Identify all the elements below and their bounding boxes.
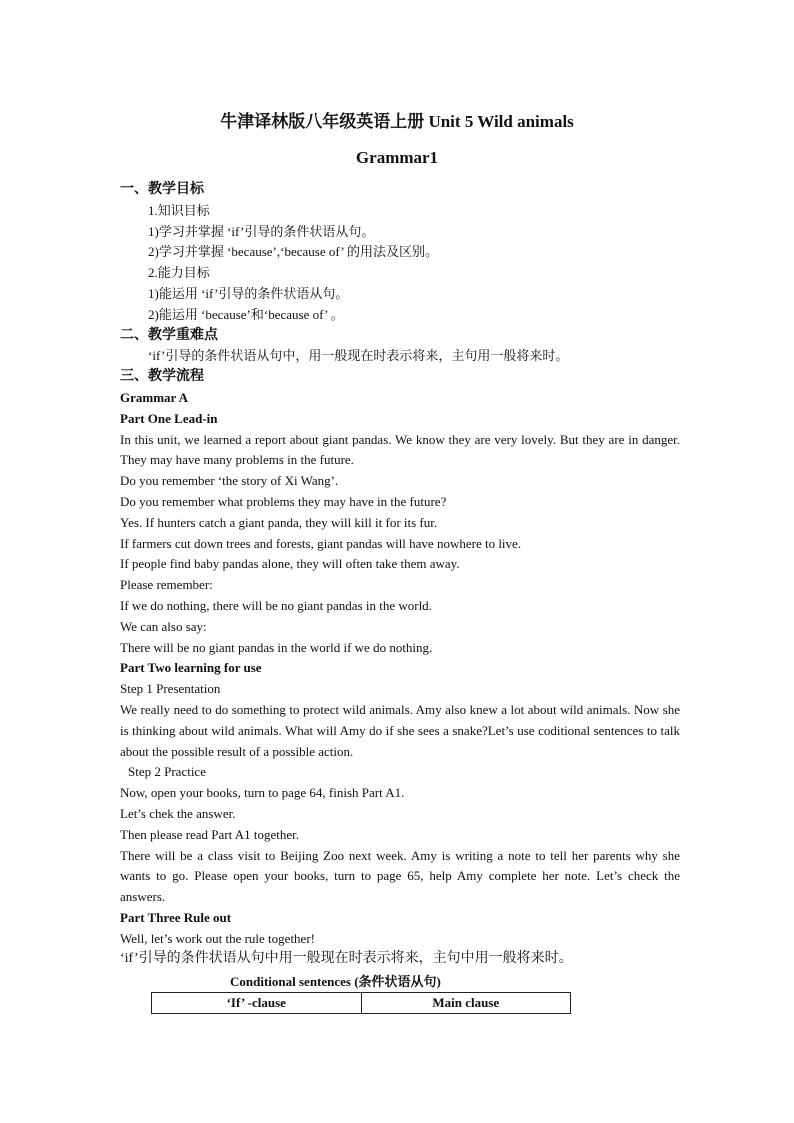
text-line: Let’s chek the answer. <box>120 805 236 821</box>
text-line: If we do nothing, there will be no giant pandas in the world. <box>120 597 432 613</box>
text-line: Yes. If hunters catch a giant panda, they will kill it for its fur. <box>120 514 438 530</box>
text-line: ‘if’引导的条件状语从句中，用一般现在时表示将来，主句用一般将来时。 <box>148 348 569 364</box>
text-line: In this unit, we learned a report about giant pandas. We know they are very lovely. But they are in danger. They may have many problems in the future. <box>120 431 680 468</box>
text-line: We can also say: <box>120 618 207 634</box>
text-line: 2)能运用 ‘because’和‘because of’ 。 <box>148 306 344 322</box>
document-title: 牛津译林版八年级英语上册 Unit 5 Wild animals <box>220 112 574 131</box>
text-line: Then please read Part A1 together. <box>120 826 300 842</box>
text-line: Do you remember what problems they may have in the future? <box>120 493 447 509</box>
text-line: Please remember: <box>120 577 213 593</box>
conditional-table <box>151 992 571 1014</box>
text-line: 2.能力目标 <box>148 265 210 281</box>
text-line: Part One Lead-in <box>120 410 218 426</box>
table-header-main-clause: Main clause <box>361 993 571 1014</box>
body-lines <box>120 180 680 970</box>
text-line: 二、教学重难点 <box>120 327 218 343</box>
text-line: Step 1 Presentation <box>120 681 221 697</box>
text-line: 一、教学目标 <box>120 182 204 197</box>
text-line: 1)能运用 ‘if’引导的条件状语从句。 <box>148 285 349 301</box>
text-line: 2)学习并掌握 ‘because’,‘because of’ 的用法及区别。 <box>148 244 439 260</box>
table-header-if-clause: ‘If’ -clause <box>152 993 362 1014</box>
text-line: We really need to do something to protect wild animals. Amy also knew a lot about wild animals. Now she is thinking about wild animals. What will Amy do if she sees a snake?Let’s use coditional sentences to talk about the possible result of a possible action. <box>120 701 680 759</box>
table-caption: Conditional sentences (条件状语从句) <box>230 974 441 990</box>
text-line: Step 2 Practice <box>128 764 206 780</box>
table-header-row <box>152 993 571 1014</box>
text-line: There will be a class visit to Beijing Zoo next week. Amy is writing a note to tell her parents why she wants to go. Please open your books, turn to page 65, help Amy complete her note. Let’s check the answers. <box>120 847 680 905</box>
text-line: 1)学习并掌握 ‘if’引导的条件状语从句。 <box>148 223 375 239</box>
text-line: There will be no giant pandas in the world if we do nothing. <box>120 639 433 655</box>
text-line: Now, open your books, turn to page 64, finish Part A1. <box>120 785 405 801</box>
text-line: If people find baby pandas alone, they will often take them away. <box>120 556 460 572</box>
text-line: 三、教学流程 <box>120 369 204 385</box>
text-line: Well, let’s work out the rule together! <box>120 930 315 946</box>
text-line: Grammar A <box>120 389 188 405</box>
text-line: Do you remember ‘the story of Xi Wang’. <box>120 473 339 489</box>
document-subtitle: Grammar1 <box>355 148 439 167</box>
text-line: Part Three Rule out <box>120 909 232 925</box>
text-line: ‘if’引导的条件状语从句中用一般现在时表示将来，主句中用一般将来时。 <box>120 951 573 967</box>
text-line: 1.知识目标 <box>148 202 210 218</box>
text-line: Part Two learning for use <box>120 660 262 676</box>
text-line: If farmers cut down trees and forests, giant pandas will have nowhere to live. <box>120 535 522 551</box>
document-body <box>120 180 680 1014</box>
